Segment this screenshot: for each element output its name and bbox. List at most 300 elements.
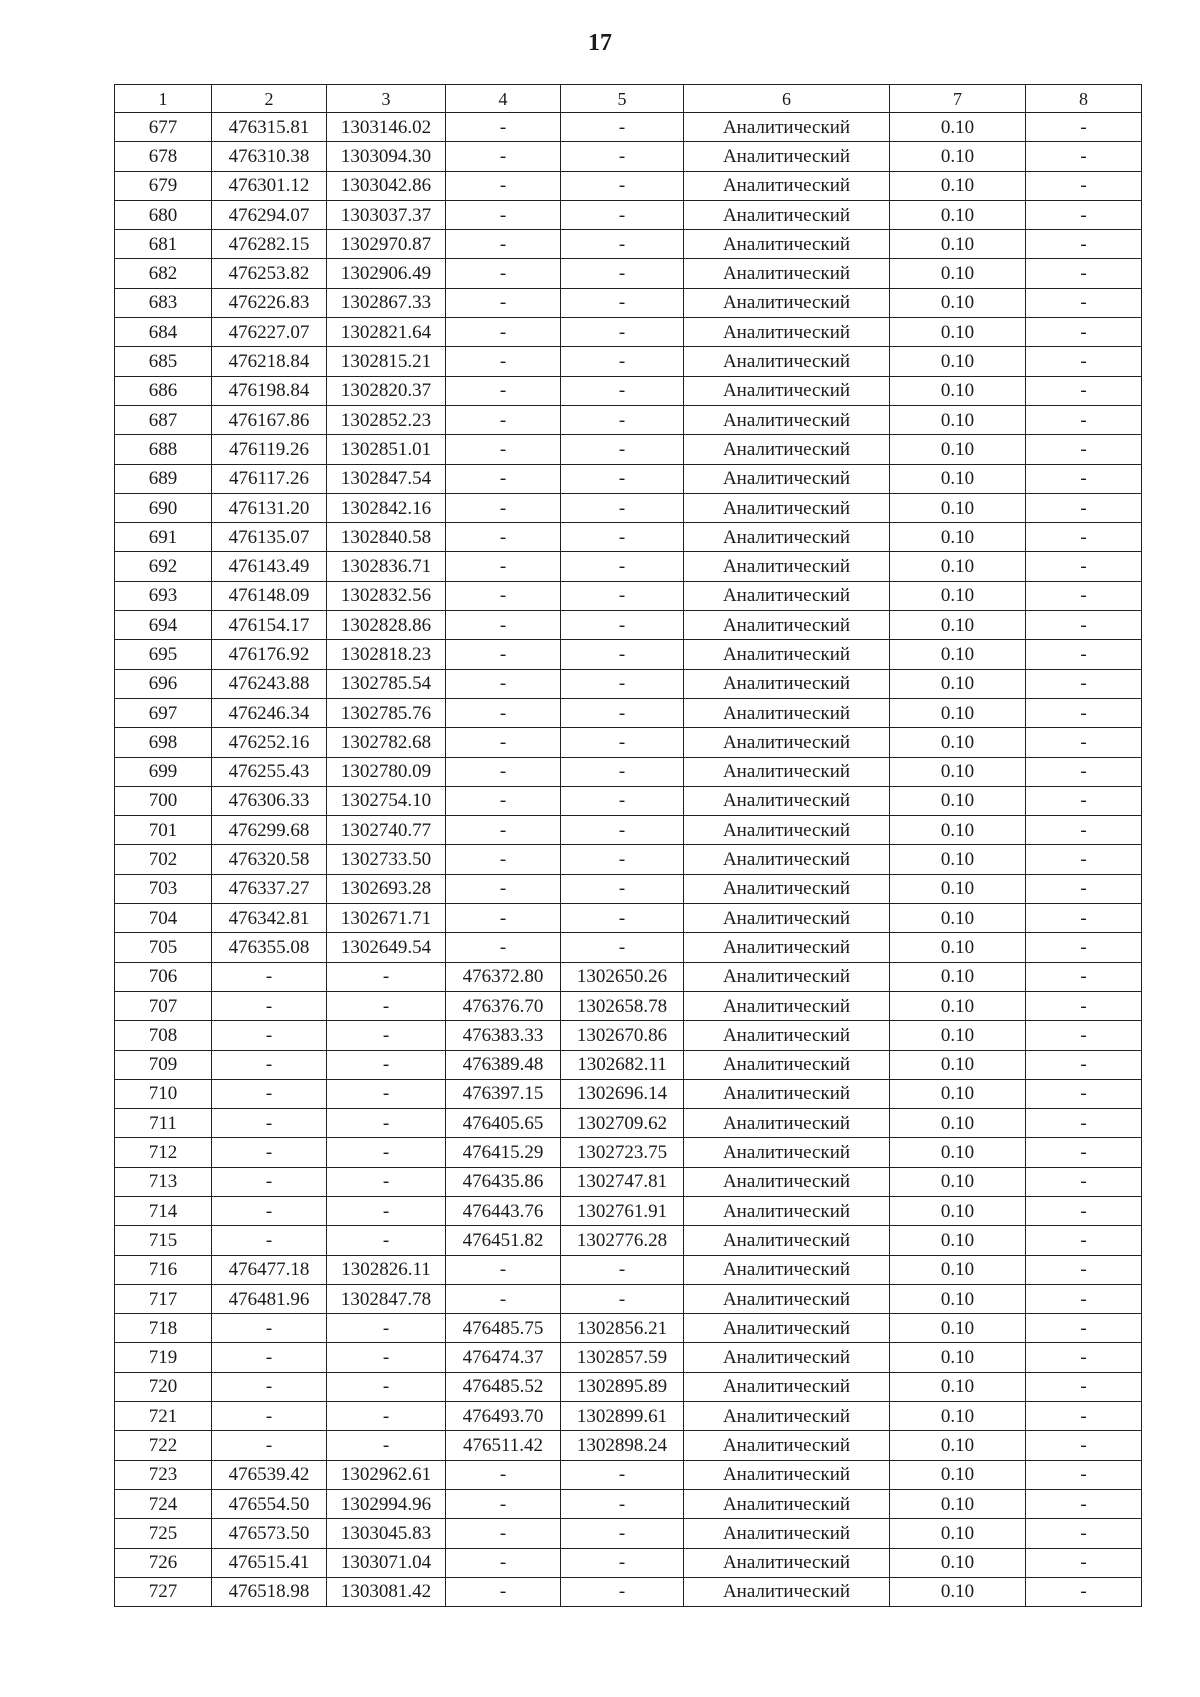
table-row [115,669,1142,698]
table-cell-col-1: 692 [115,552,212,581]
table-cell-col-1: 700 [115,786,212,815]
table-cell-col-4: 476376.70 [446,991,561,1020]
table-cell-col-6: Аналитический [684,1079,890,1108]
table-cell-col-8: - [1026,1343,1142,1372]
table-cell-col-5: - [561,611,684,640]
table-cell-col-3: 1303045.83 [327,1519,446,1548]
table-cell-col-2: 476119.26 [212,435,327,464]
table-row [115,1460,1142,1489]
table-cell-col-3: 1302740.77 [327,816,446,845]
table-cell-col-1: 679 [115,171,212,200]
table-cell-col-3: 1302693.28 [327,874,446,903]
table-cell-col-7: 0.10 [890,1226,1026,1255]
table-cell-col-6: Аналитический [684,757,890,786]
table-cell-col-7: 0.10 [890,1431,1026,1460]
table-cell-col-6: Аналитический [684,728,890,757]
table-cell-col-1: 711 [115,1109,212,1138]
table-cell-col-8: - [1026,1196,1142,1225]
table-cell-col-3: 1302785.76 [327,698,446,727]
table-row [115,991,1142,1020]
table-row [115,376,1142,405]
table-cell-col-2: 476167.86 [212,405,327,434]
table-cell-col-5: - [561,259,684,288]
table-cell-col-7: 0.10 [890,200,1026,229]
table-cell-col-3: 1302785.54 [327,669,446,698]
table-cell-col-7: 0.10 [890,142,1026,171]
table-cell-col-6: Аналитический [684,816,890,845]
table-cell-col-8: - [1026,552,1142,581]
table-cell-col-4: - [446,874,561,903]
table-cell-col-1: 714 [115,1196,212,1225]
table-cell-col-2: 476320.58 [212,845,327,874]
table-cell-col-5: - [561,318,684,347]
table-cell-col-4: - [446,171,561,200]
table-cell-col-5: 1302895.89 [561,1372,684,1401]
table-cell-col-1: 678 [115,142,212,171]
table-cell-col-4: - [446,523,561,552]
table-body [115,113,1142,1607]
table-cell-col-7: 0.10 [890,757,1026,786]
table-cell-col-6: Аналитический [684,1050,890,1079]
table-cell-col-8: - [1026,1255,1142,1284]
table-cell-col-8: - [1026,259,1142,288]
table-cell-col-5: 1302747.81 [561,1167,684,1196]
table-row [115,464,1142,493]
table-cell-col-1: 701 [115,816,212,845]
table-cell-col-2: - [212,1226,327,1255]
table-cell-col-6: Аналитический [684,1021,890,1050]
table-cell-col-2: 476282.15 [212,230,327,259]
table-cell-col-2: 476143.49 [212,552,327,581]
table-cell-col-1: 721 [115,1402,212,1431]
table-cell-col-7: 0.10 [890,581,1026,610]
table-cell-col-2: - [212,991,327,1020]
table-row [115,1431,1142,1460]
table-cell-col-7: 0.10 [890,523,1026,552]
table-cell-col-5: 1302723.75 [561,1138,684,1167]
table-cell-col-3: - [327,1109,446,1138]
table-cell-col-5: - [561,405,684,434]
table-cell-col-6: Аналитический [684,1372,890,1401]
column-header-3: 3 [327,85,446,113]
table-cell-col-8: - [1026,435,1142,464]
table-cell-col-6: Аналитический [684,259,890,288]
table-cell-col-7: 0.10 [890,728,1026,757]
table-cell-col-1: 699 [115,757,212,786]
table-cell-col-8: - [1026,1372,1142,1401]
table-cell-col-5: - [561,288,684,317]
table-cell-col-8: - [1026,991,1142,1020]
table-cell-col-6: Аналитический [684,1489,890,1518]
table-cell-col-1: 688 [115,435,212,464]
table-cell-col-4: - [446,816,561,845]
column-header-5: 5 [561,85,684,113]
table-cell-col-6: Аналитический [684,171,890,200]
table-cell-col-2: 476117.26 [212,464,327,493]
table-cell-col-7: 0.10 [890,113,1026,142]
table-cell-col-2: - [212,1431,327,1460]
table-cell-col-5: 1302776.28 [561,1226,684,1255]
table-cell-col-4: 476485.52 [446,1372,561,1401]
table-cell-col-3: 1302851.01 [327,435,446,464]
table-cell-col-2: - [212,962,327,991]
table-cell-col-7: 0.10 [890,611,1026,640]
table-cell-col-1: 690 [115,493,212,522]
table-cell-col-4: 476389.48 [446,1050,561,1079]
table-cell-col-6: Аналитический [684,698,890,727]
table-cell-col-2: - [212,1167,327,1196]
table-row [115,142,1142,171]
table-cell-col-8: - [1026,405,1142,434]
table-cell-col-4: 476485.75 [446,1314,561,1343]
table-cell-col-6: Аналитический [684,347,890,376]
table-cell-col-6: Аналитический [684,1226,890,1255]
table-cell-col-5: - [561,640,684,669]
table-cell-col-2: 476253.82 [212,259,327,288]
table-cell-col-3: 1302970.87 [327,230,446,259]
table-cell-col-5: - [561,347,684,376]
table-cell-col-3: 1303042.86 [327,171,446,200]
table-cell-col-7: 0.10 [890,347,1026,376]
table-cell-col-8: - [1026,1109,1142,1138]
table-cell-col-4: - [446,259,561,288]
table-cell-col-6: Аналитический [684,1196,890,1225]
table-cell-col-6: Аналитический [684,1109,890,1138]
header-row [115,85,1142,113]
table-cell-col-6: Аналитический [684,1548,890,1577]
table-cell-col-7: 0.10 [890,1138,1026,1167]
table-cell-col-7: 0.10 [890,698,1026,727]
table-cell-col-4: 476493.70 [446,1402,561,1431]
table-cell-col-1: 689 [115,464,212,493]
table-cell-col-5: - [561,1255,684,1284]
table-row [115,581,1142,610]
table-cell-col-4: - [446,142,561,171]
table-cell-col-7: 0.10 [890,1167,1026,1196]
table-cell-col-2: 476198.84 [212,376,327,405]
table-cell-col-5: - [561,523,684,552]
table-cell-col-2: 476227.07 [212,318,327,347]
table-cell-col-5: 1302709.62 [561,1109,684,1138]
table-cell-col-3: - [327,1372,446,1401]
table-cell-col-1: 686 [115,376,212,405]
table-row [115,1255,1142,1284]
column-header-2: 2 [212,85,327,113]
table-cell-col-4: - [446,200,561,229]
table-cell-col-3: 1302821.64 [327,318,446,347]
table-cell-col-5: - [561,698,684,727]
table-row [115,962,1142,991]
table-cell-col-2: - [212,1021,327,1050]
table-cell-col-8: - [1026,1314,1142,1343]
table-cell-col-8: - [1026,142,1142,171]
table-header [115,85,1142,113]
table-cell-col-3: 1303094.30 [327,142,446,171]
table-cell-col-4: - [446,376,561,405]
table-cell-col-5: - [561,1577,684,1606]
table-cell-col-3: - [327,962,446,991]
table-cell-col-5: - [561,171,684,200]
table-cell-col-8: - [1026,1548,1142,1577]
table-row [115,113,1142,142]
table-cell-col-6: Аналитический [684,1519,890,1548]
table-cell-col-5: - [561,816,684,845]
table-cell-col-7: 0.10 [890,1314,1026,1343]
table-cell-col-3: 1303037.37 [327,200,446,229]
table-row [115,171,1142,200]
table-cell-col-7: 0.10 [890,1109,1026,1138]
table-cell-col-4: - [446,1519,561,1548]
table-cell-col-3: - [327,1226,446,1255]
table-cell-col-2: 476539.42 [212,1460,327,1489]
table-cell-col-1: 720 [115,1372,212,1401]
table-cell-col-5: 1302761.91 [561,1196,684,1225]
table-cell-col-7: 0.10 [890,640,1026,669]
table-cell-col-7: 0.10 [890,376,1026,405]
table-row [115,874,1142,903]
table-cell-col-8: - [1026,1284,1142,1313]
column-header-6: 6 [684,85,890,113]
table-cell-col-1: 726 [115,1548,212,1577]
table-cell-col-7: 0.10 [890,1402,1026,1431]
table-row [115,698,1142,727]
table-cell-col-1: 703 [115,874,212,903]
table-cell-col-6: Аналитический [684,904,890,933]
table-cell-col-8: - [1026,581,1142,610]
table-cell-col-3: 1302733.50 [327,845,446,874]
table-row [115,757,1142,786]
table-cell-col-5: - [561,669,684,698]
table-cell-col-5: - [561,435,684,464]
table-cell-col-7: 0.10 [890,171,1026,200]
table-cell-col-7: 0.10 [890,1079,1026,1108]
table-cell-col-7: 0.10 [890,962,1026,991]
table-cell-col-1: 708 [115,1021,212,1050]
table-cell-col-6: Аналитический [684,1167,890,1196]
table-cell-col-3: 1302820.37 [327,376,446,405]
table-cell-col-7: 0.10 [890,552,1026,581]
table-cell-col-8: - [1026,904,1142,933]
table-cell-col-3: 1303071.04 [327,1548,446,1577]
table-cell-col-6: Аналитический [684,1431,890,1460]
table-cell-col-7: 0.10 [890,904,1026,933]
table-cell-col-4: 476451.82 [446,1226,561,1255]
table-cell-col-8: - [1026,493,1142,522]
table-cell-col-1: 725 [115,1519,212,1548]
table-cell-col-2: 476342.81 [212,904,327,933]
table-cell-col-5: - [561,493,684,522]
table-cell-col-4: - [446,347,561,376]
table-cell-col-1: 718 [115,1314,212,1343]
table-cell-col-8: - [1026,640,1142,669]
table-cell-col-2: 476246.34 [212,698,327,727]
table-row [115,1372,1142,1401]
table-cell-col-5: - [561,1519,684,1548]
table-cell-col-5: - [561,786,684,815]
table-cell-col-7: 0.10 [890,1255,1026,1284]
table-cell-col-4: 476383.33 [446,1021,561,1050]
table-cell-col-3: 1302828.86 [327,611,446,640]
table-row [115,728,1142,757]
table-cell-col-3: 1302906.49 [327,259,446,288]
table-cell-col-2: - [212,1372,327,1401]
table-cell-col-7: 0.10 [890,493,1026,522]
table-cell-col-7: 0.10 [890,786,1026,815]
table-cell-col-2: - [212,1050,327,1079]
table-cell-col-5: - [561,1284,684,1313]
table-cell-col-7: 0.10 [890,405,1026,434]
table-cell-col-8: - [1026,611,1142,640]
table-cell-col-8: - [1026,1167,1142,1196]
table-cell-col-4: 476397.15 [446,1079,561,1108]
table-cell-col-8: - [1026,933,1142,962]
table-cell-col-1: 707 [115,991,212,1020]
table-cell-col-4: 476415.29 [446,1138,561,1167]
table-cell-col-4: - [446,288,561,317]
table-cell-col-2: 476337.27 [212,874,327,903]
table-cell-col-6: Аналитический [684,376,890,405]
table-cell-col-5: - [561,142,684,171]
table-cell-col-4: 476511.42 [446,1431,561,1460]
table-cell-col-5: 1302898.24 [561,1431,684,1460]
table-cell-col-1: 719 [115,1343,212,1372]
table-cell-col-6: Аналитический [684,288,890,317]
table-cell-col-5: - [561,552,684,581]
table-cell-col-3: 1302847.78 [327,1284,446,1313]
table-cell-col-2: 476218.84 [212,347,327,376]
table-cell-col-6: Аналитический [684,669,890,698]
table-cell-col-7: 0.10 [890,259,1026,288]
table-cell-col-2: 476301.12 [212,171,327,200]
table-row [115,200,1142,229]
table-cell-col-5: 1302682.11 [561,1050,684,1079]
table-cell-col-6: Аналитический [684,845,890,874]
table-cell-col-8: - [1026,1021,1142,1050]
table-cell-col-1: 684 [115,318,212,347]
table-cell-col-2: - [212,1138,327,1167]
table-cell-col-6: Аналитический [684,991,890,1020]
table-cell-col-4: 476435.86 [446,1167,561,1196]
table-row [115,1314,1142,1343]
table-cell-col-6: Аналитический [684,1402,890,1431]
table-row [115,786,1142,815]
column-header-7: 7 [890,85,1026,113]
table-cell-col-7: 0.10 [890,933,1026,962]
table-cell-col-6: Аналитический [684,523,890,552]
table-cell-col-2: 476481.96 [212,1284,327,1313]
table-cell-col-2: 476226.83 [212,288,327,317]
table-cell-col-3: 1302852.23 [327,405,446,434]
table-row [115,933,1142,962]
table-cell-col-1: 704 [115,904,212,933]
table-cell-col-8: - [1026,171,1142,200]
table-cell-col-8: - [1026,874,1142,903]
table-cell-col-1: 716 [115,1255,212,1284]
table-cell-col-5: - [561,1460,684,1489]
table-cell-col-3: - [327,1021,446,1050]
table-row [115,318,1142,347]
page-number: 17 [588,30,612,56]
table-cell-col-1: 702 [115,845,212,874]
table-cell-col-8: - [1026,1519,1142,1548]
table-row [115,523,1142,552]
table-cell-col-4: 476443.76 [446,1196,561,1225]
table-cell-col-5: - [561,464,684,493]
table-cell-col-4: - [446,113,561,142]
table-row [115,435,1142,464]
table-cell-col-5: 1302857.59 [561,1343,684,1372]
table-cell-col-2: - [212,1109,327,1138]
table-cell-col-1: 709 [115,1050,212,1079]
table-cell-col-3: 1302754.10 [327,786,446,815]
table-cell-col-3: - [327,991,446,1020]
table-row [115,552,1142,581]
table-row [115,1343,1142,1372]
table-cell-col-4: - [446,230,561,259]
table-cell-col-1: 695 [115,640,212,669]
table-cell-col-1: 705 [115,933,212,962]
table-cell-col-6: Аналитический [684,230,890,259]
table-row [115,405,1142,434]
table-cell-col-6: Аналитический [684,142,890,171]
table-cell-col-8: - [1026,1079,1142,1108]
table-cell-col-3: 1302826.11 [327,1255,446,1284]
table-row [115,1402,1142,1431]
table-cell-col-2: 476135.07 [212,523,327,552]
table-cell-col-2: 476554.50 [212,1489,327,1518]
table-cell-col-3: 1302671.71 [327,904,446,933]
table-cell-col-3: - [327,1050,446,1079]
table-cell-col-4: - [446,435,561,464]
table-cell-col-6: Аналитический [684,1284,890,1313]
table-cell-col-5: - [561,874,684,903]
table-row [115,1577,1142,1606]
table-cell-col-4: 476405.65 [446,1109,561,1138]
table-cell-col-5: 1302696.14 [561,1079,684,1108]
table-cell-col-7: 0.10 [890,1021,1026,1050]
table-cell-col-1: 723 [115,1460,212,1489]
table-cell-col-2: 476243.88 [212,669,327,698]
table-cell-col-8: - [1026,1431,1142,1460]
table-cell-col-4: - [446,581,561,610]
table-cell-col-1: 687 [115,405,212,434]
table-cell-col-6: Аналитический [684,405,890,434]
table-cell-col-3: 1302782.68 [327,728,446,757]
table-cell-col-5: 1302670.86 [561,1021,684,1050]
table-cell-col-6: Аналитический [684,786,890,815]
table-cell-col-3: 1302962.61 [327,1460,446,1489]
table-cell-col-2: - [212,1079,327,1108]
table-cell-col-8: - [1026,845,1142,874]
table-row [115,1079,1142,1108]
table-cell-col-2: 476310.38 [212,142,327,171]
table-cell-col-5: - [561,200,684,229]
table-cell-col-1: 712 [115,1138,212,1167]
column-header-8: 8 [1026,85,1142,113]
table-cell-col-8: - [1026,464,1142,493]
table-cell-col-6: Аналитический [684,113,890,142]
table-cell-col-4: - [446,611,561,640]
table-cell-col-3: 1302840.58 [327,523,446,552]
table-cell-col-6: Аналитический [684,1460,890,1489]
table-cell-col-4: 476474.37 [446,1343,561,1372]
table-cell-col-5: - [561,113,684,142]
table-cell-col-4: - [446,845,561,874]
table-cell-col-7: 0.10 [890,1284,1026,1313]
table-cell-col-4: - [446,728,561,757]
table-row [115,347,1142,376]
table-cell-col-4: - [446,786,561,815]
